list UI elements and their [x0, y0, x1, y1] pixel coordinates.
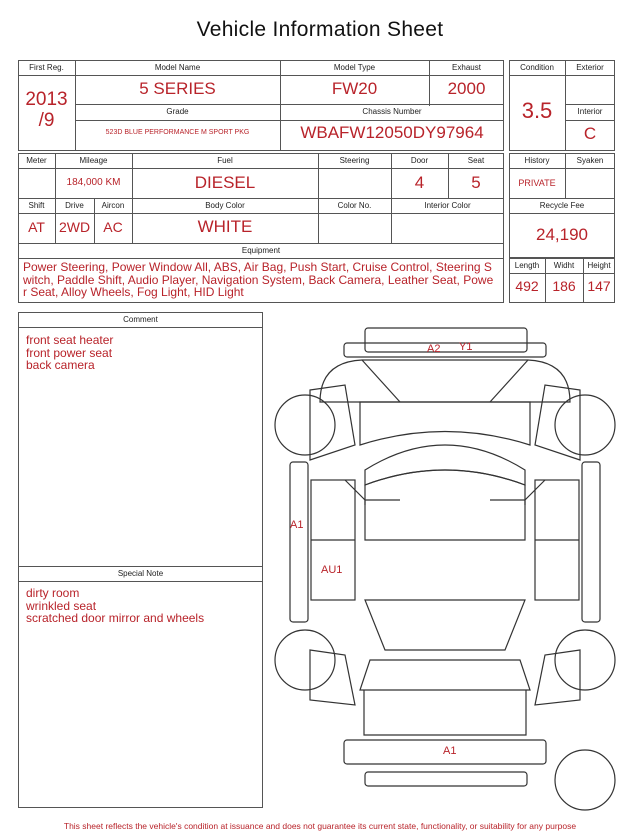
first-reg-value: 2013 /9 — [25, 89, 68, 131]
steering-label: Steering — [339, 156, 370, 165]
car-damage-diagram — [265, 318, 625, 818]
seat-label: Seat — [467, 156, 485, 165]
rear-window — [365, 600, 525, 650]
left-rear-fender — [310, 650, 355, 705]
comment-line: front seat heater — [26, 333, 114, 347]
comment-line: front power seat — [26, 345, 113, 360]
fuel-value: DIESEL — [194, 173, 256, 192]
recycle-fee-label: Recycle Fee — [539, 201, 585, 210]
damage-mark-a1-left: A1 — [290, 519, 304, 531]
rear-bumper-lower — [365, 772, 527, 786]
mileage-value: 184,000 KM — [66, 177, 121, 188]
comment-list — [26, 334, 256, 372]
model-type-value: FW20 — [331, 79, 378, 98]
aircon-label: Aircon — [101, 201, 125, 210]
exhaust-label: Exhaust — [452, 63, 481, 72]
right-rear-fender — [535, 650, 580, 705]
first-reg-label: First Reg. — [29, 63, 64, 72]
front-bumper-lower — [344, 343, 546, 357]
width-value: 186 — [552, 278, 576, 294]
width-label: Widht — [553, 261, 575, 270]
fuel-label: Fuel — [217, 156, 233, 165]
drive-label: Drive — [65, 201, 84, 210]
comment-label: Comment — [123, 315, 158, 324]
equipment-label: Equipment — [241, 246, 281, 255]
front-bumper-panel — [365, 328, 527, 352]
right-rear-wheel — [555, 630, 615, 690]
interior-value: C — [583, 124, 597, 143]
color-no-label: Color No. — [337, 201, 372, 210]
aircon-value: AC — [103, 219, 123, 235]
special-note-line: wrinkled seat — [26, 598, 97, 613]
disclaimer-footer: This sheet reflects the vehicle's condition at issuance and does not guarantee its current state, functionality, or suitability for any purpose — [63, 821, 577, 831]
left-rear-wheel — [275, 630, 335, 690]
door-label: Door — [410, 156, 429, 165]
exterior-label: Exterior — [576, 63, 604, 72]
height-value: 147 — [587, 278, 611, 294]
cowl-panel — [360, 402, 530, 445]
comment-line: back camera — [26, 358, 95, 373]
meter-label: Meter — [26, 156, 47, 165]
condition-value: 3.5 — [521, 98, 553, 123]
equipment-value: Power Steering, Power Window All, ABS, Air Bag, Push Start, Cruise Control, Steering Switch, Paddle Shift, Audio Player, Navigation System, Back Camera, Leather Seat, Power Seat, Alloy Wheels, Fog Light, HID Light — [23, 260, 494, 299]
right-front-fender — [535, 385, 580, 460]
special-note-label: Special Note — [117, 569, 164, 578]
damage-mark-au1: AU1 — [321, 564, 343, 576]
special-note-line: scratched door mirror and wheels — [26, 611, 205, 626]
exhaust-value: 2000 — [447, 79, 486, 98]
shift-label: Shift — [28, 201, 45, 210]
history-value: PRIVATE — [518, 178, 556, 188]
body-color-value: WHITE — [197, 217, 253, 236]
comment-box — [18, 312, 263, 808]
page-title: Vehicle Information Sheet — [196, 18, 444, 41]
door-value: 4 — [414, 173, 425, 192]
height-label: Height — [587, 261, 611, 270]
left-front-wheel — [275, 395, 335, 455]
right-sill — [582, 462, 600, 622]
chassis-value: WBAFW12050DY97964 — [300, 123, 484, 142]
grade-value: 523D BLUE PERFORMANCE M SPORT PKG — [105, 129, 250, 136]
model-name-value: 5 SERIES — [139, 79, 216, 98]
left-front-fender — [310, 385, 355, 460]
seat-value: 5 — [471, 173, 481, 192]
length-label: Length — [514, 261, 540, 270]
right-front-wheel — [555, 395, 615, 455]
special-note-list — [26, 587, 256, 625]
mileage-label: Mileage — [79, 156, 108, 165]
windshield — [365, 445, 525, 485]
chassis-label: Chassis Number — [362, 107, 422, 116]
special-note-line: dirty room — [26, 586, 80, 600]
syaken-label: Syaken — [576, 156, 604, 165]
grade-label: Grade — [166, 107, 189, 116]
spare-wheel — [555, 750, 615, 810]
damage-mark-a1-rear: A1 — [443, 745, 457, 757]
trunk-panel — [360, 660, 530, 690]
history-label: History — [524, 156, 550, 165]
body-color-label: Body Color — [205, 201, 245, 210]
damage-mark-a2: A2 — [427, 343, 441, 355]
model-name-label: Model Name — [154, 63, 201, 72]
drive-value: 2WD — [58, 219, 91, 235]
recycle-fee-value: 24,190 — [536, 225, 588, 244]
roof-panel — [365, 470, 525, 540]
interior-label: Interior — [577, 107, 603, 116]
damage-mark-y1: Y1 — [459, 341, 473, 353]
model-type-label: Model Type — [333, 63, 376, 72]
shift-value: AT — [28, 219, 45, 235]
condition-label: Condition — [520, 63, 554, 72]
hood-panel — [320, 360, 570, 402]
interior-color-label: Interior Color — [424, 201, 471, 210]
length-value: 492 — [515, 278, 539, 294]
left-sill — [290, 462, 308, 622]
